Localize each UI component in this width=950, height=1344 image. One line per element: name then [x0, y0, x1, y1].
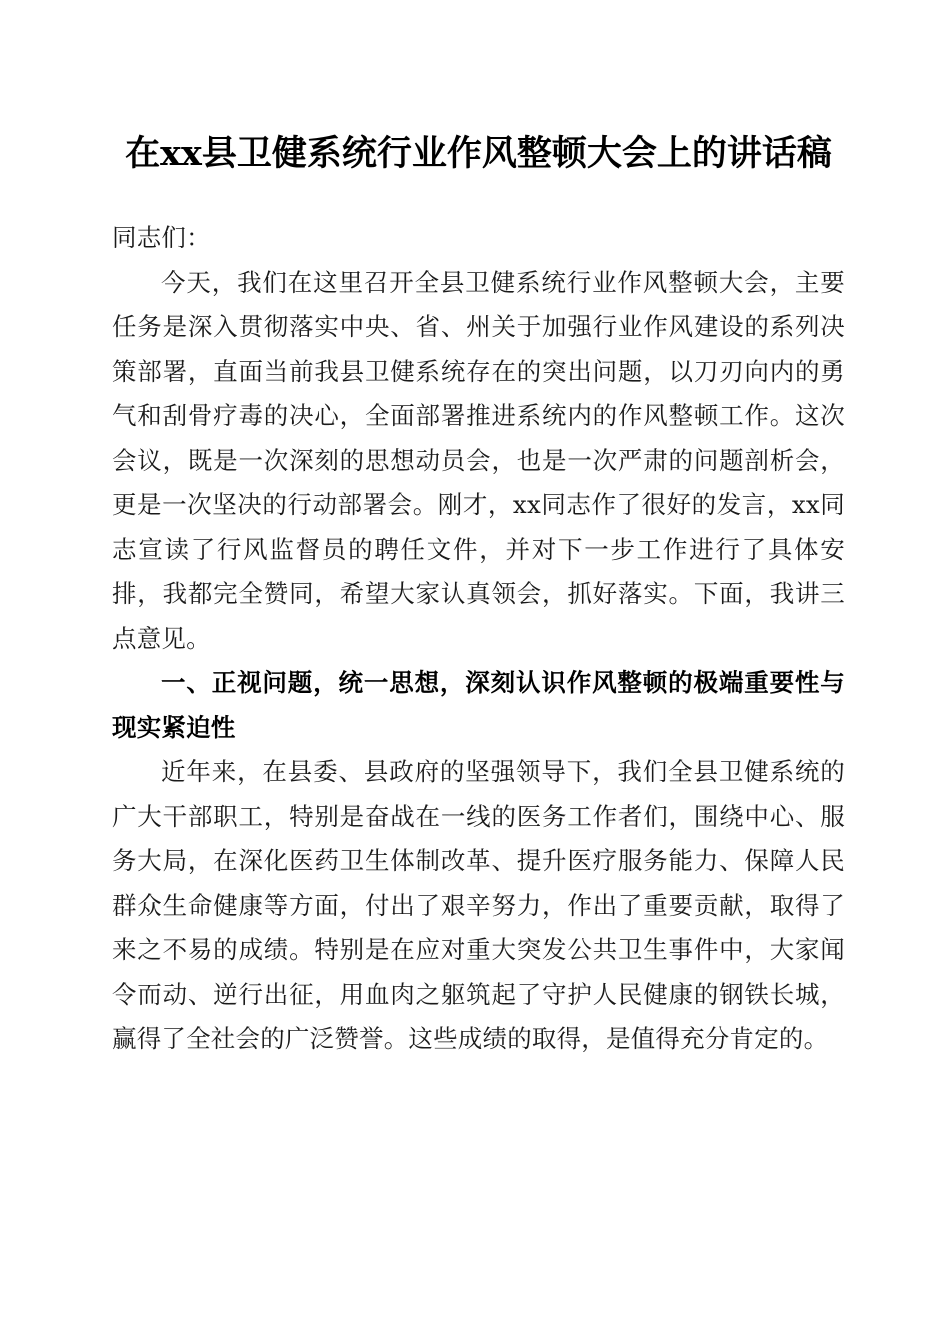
document-content	[112, 0, 845, 1062]
salutation: 同志们：	[112, 223, 211, 252]
section-heading-1: 一、正视问题，统一思想，深刻认识作风整顿的极端重要性与现实紧迫性	[112, 668, 845, 742]
document-body	[112, 216, 845, 1062]
paragraph-section-1-body: 近年来，在县委、县政府的坚强领导下，我们全县卫健系统的广大干部职工，特别是奋战在一线的医务工作者们，围绕中心、服务大局，在深化医药卫生体制改革、提升医疗服务能力、保障人民群众生命健康等方面，付出了艰辛努力，作出了重要贡献，取得了来之不易的成绩。特别是在应对重大突发公共卫生事件中，大家闻令而动、逆行出征，用血肉之躯筑起了守护人民健康的钢铁长城，赢得了全社会的广泛赞誉。这些成绩的取得，是值得充分肯定的。	[112, 757, 845, 1053]
paragraph-intro: 今天，我们在这里召开全县卫健系统行业作风整顿大会，主要任务是深入贯彻落实中央、省、州关于加强行业作风建设的系列决策部署，直面当前我县卫健系统存在的突出问题，以刀刃向内的勇气和刮骨疗毒的决心，全面部署推进系统内的作风整顿工作。这次会议，既是一次深刻的思想动员会，也是一次严肃的问题剖析会，更是一次坚决的行动部署会。刚才，xx同志作了很好的发言，xx同志宣读了行风监督员的聘任文件，并对下一步工作进行了具体安排，我都完全赞同，希望大家认真领会，抓好落实。下面，我讲三点意见。	[112, 267, 845, 653]
page-title: 在xx县卫健系统行业作风整顿大会上的讲话稿	[125, 133, 832, 174]
